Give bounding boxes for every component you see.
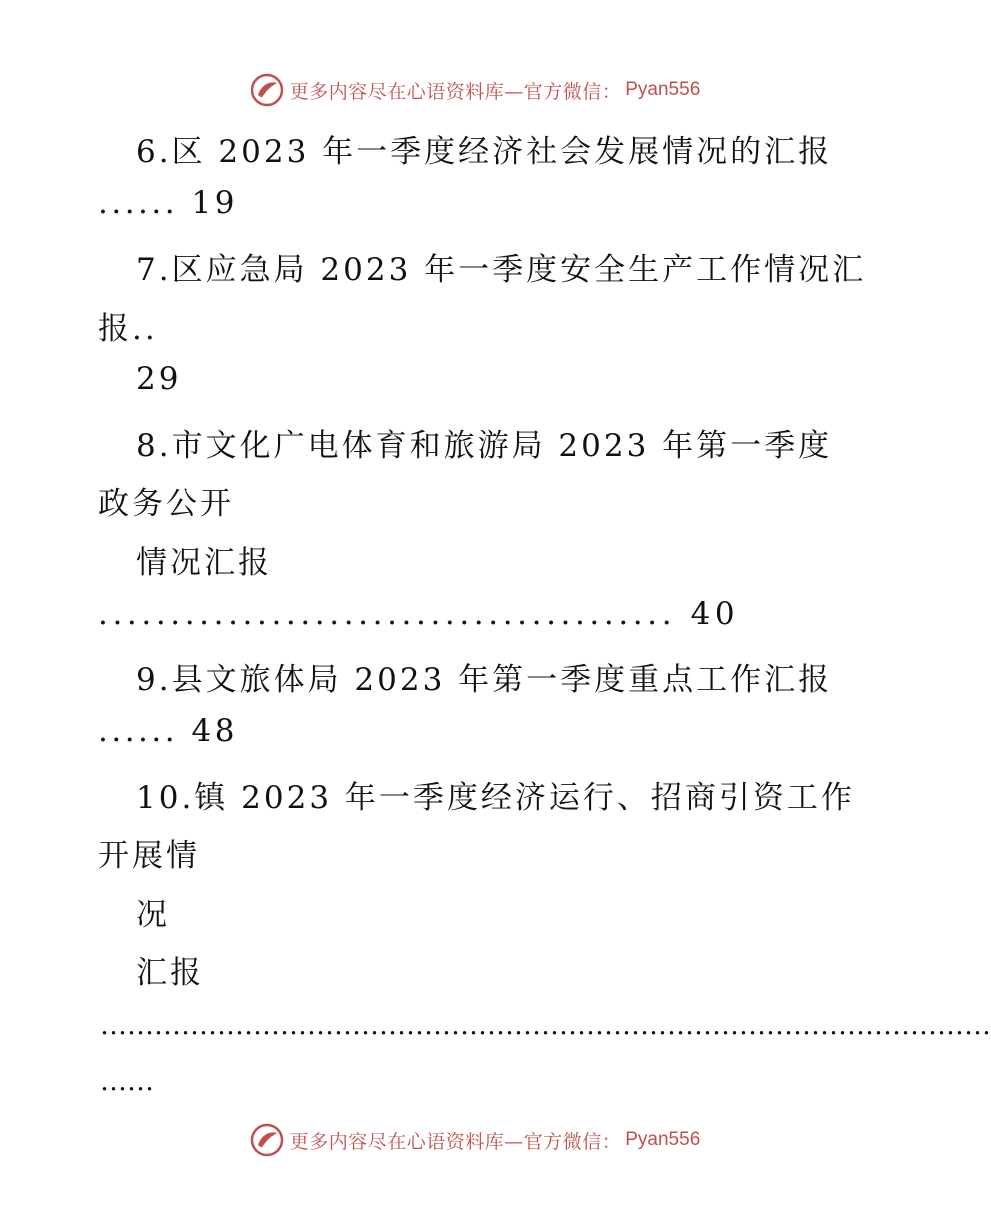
toc-item-8-title: 8.市文化广电体育和旅游局 2023 年第一季度 <box>136 428 833 464</box>
toc-item-9-title: 9.县文旅体局 2023 年第一季度重点工作汇报 <box>136 662 833 698</box>
toc-item-7-page: 29 <box>136 361 182 397</box>
toc-item-6-page: ...... 19 <box>98 185 238 221</box>
toc-item-10-cont3: 汇报 <box>136 955 204 991</box>
banner-wechat: Pyan556 <box>625 1129 701 1150</box>
banner-text: 更多内容尽在心语资料库—官方微信： <box>289 1130 622 1153</box>
toc-item-8-cont2: 情况汇报 <box>136 545 272 581</box>
toc-item-9-page: ...... 48 <box>98 713 238 749</box>
toc-item-6-title: 6.区 2023 年一季度经济社会发展情况的汇报 <box>136 134 833 170</box>
toc-item-7-title: 7.区应急局 2023 年一季度安全生产工作情况汇 <box>136 252 867 288</box>
toc-item-10-ellipsis: ……………………………………………………………………………………… <box>100 1010 991 1041</box>
toc-item-10-cont: 开展情 <box>98 838 200 874</box>
toc-item-10-cont2: 况 <box>136 897 170 933</box>
toc-item-10-ellipsis2: …… <box>100 1066 154 1097</box>
logo-icon <box>250 1123 284 1157</box>
toc-item-8-cont: 政务公开 <box>98 486 234 522</box>
logo-icon <box>250 73 284 107</box>
toc-item-10-title: 10.镇 2023 年一季度经济运行、招商引资工作 <box>136 780 855 816</box>
banner-wechat: Pyan556 <box>625 79 701 100</box>
watermark-banner-bottom <box>0 1120 950 1160</box>
toc-item-8-page: ........................................ 40 <box>98 596 740 632</box>
watermark-banner-top <box>0 70 950 110</box>
toc-item-7-cont: 报.. <box>98 311 158 347</box>
banner-text: 更多内容尽在心语资料库—官方微信： <box>289 80 622 103</box>
